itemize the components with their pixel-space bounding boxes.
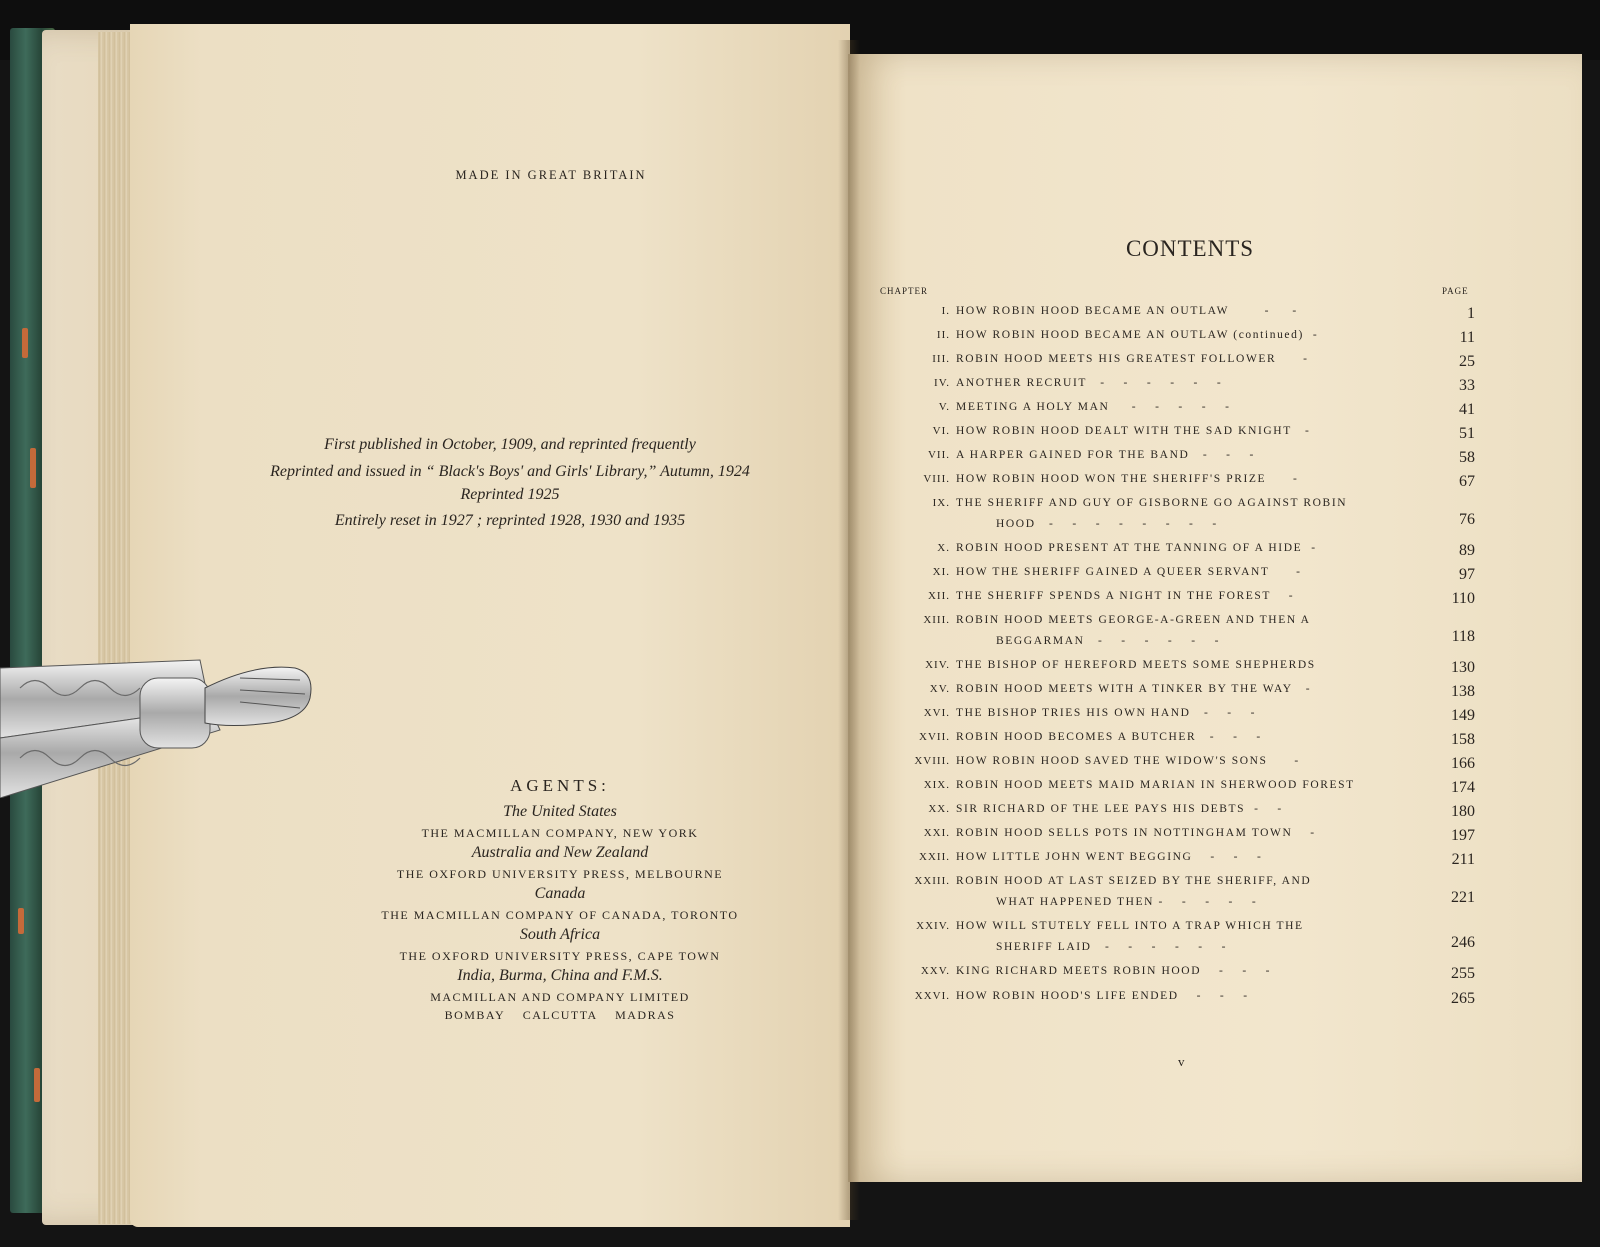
chapter-page: 58 <box>1459 449 1475 466</box>
chapter-page: 67 <box>1459 473 1475 490</box>
chapter-page: 25 <box>1459 353 1475 370</box>
toc-row <box>880 779 1475 799</box>
book-gutter <box>838 40 860 1220</box>
chapter-number: XVI. <box>923 707 950 719</box>
chapter-number: XXIII. <box>914 875 950 887</box>
toc-row <box>880 803 1475 823</box>
chapter-title: ROBIN HOOD AT LAST SEIZED BY THE SHERIFF, AND <box>956 875 1312 887</box>
chapter-number: V. <box>938 401 950 413</box>
chapter-title-continued: BEGGARMAN - - - - - - <box>996 635 1221 647</box>
chapter-number: XX. <box>928 803 950 815</box>
agent-region: The United States <box>503 803 617 820</box>
chapter-title: HOW ROBIN HOOD BECAME AN OUTLAW - - <box>956 305 1298 317</box>
agent-company: THE OXFORD UNIVERSITY PRESS, CAPE TOWN <box>399 949 721 963</box>
chapter-number: XXII. <box>919 851 950 863</box>
chapter-page: 97 <box>1459 566 1475 583</box>
chapter-title: HOW ROBIN HOOD WON THE SHERIFF'S PRIZE - <box>956 473 1299 485</box>
toc-row <box>880 755 1475 775</box>
chapter-title: ROBIN HOOD MEETS WITH A TINKER BY THE WAY - <box>956 683 1312 695</box>
toc-row <box>880 731 1475 751</box>
toc-row <box>880 659 1475 679</box>
chapter-title: ROBIN HOOD MEETS GEORGE-A-GREEN AND THEN A <box>956 614 1311 626</box>
chapter-page: 41 <box>1459 401 1475 418</box>
chapter-number: III. <box>932 353 950 365</box>
chapter-title: HOW ROBIN HOOD'S LIFE ENDED - - - <box>956 990 1249 1002</box>
agent-company: MACMILLAN AND COMPANY LIMITED <box>430 990 690 1004</box>
contents-title: CONTENTS <box>1125 236 1255 261</box>
chapter-title: THE BISHOP TRIES HIS OWN HAND - - - <box>956 707 1257 719</box>
chapter-number: XV. <box>929 683 950 695</box>
agent-region: South Africa <box>519 926 601 943</box>
chapter-title: ROBIN HOOD BECOMES A BUTCHER - - - <box>956 731 1262 743</box>
chapter-title: ROBIN HOOD MEETS HIS GREATEST FOLLOWER - <box>956 353 1309 365</box>
chapter-number: XIII. <box>923 614 950 626</box>
chapter-page: 89 <box>1459 542 1475 559</box>
chapter-title: HOW THE SHERIFF GAINED A QUEER SERVANT - <box>956 566 1302 578</box>
chapter-page: 138 <box>1451 683 1475 700</box>
chapter-title-continued: HOOD - - - - - - - - <box>996 518 1218 530</box>
agent-region: Australia and New Zealand <box>471 844 649 861</box>
chapter-page: 221 <box>1451 889 1475 906</box>
toc-row <box>880 614 1475 656</box>
toc-row <box>880 875 1475 917</box>
toc-row <box>880 449 1475 469</box>
made-in-label: MADE IN GREAT BRITAIN <box>455 168 647 182</box>
toc-row <box>880 425 1475 445</box>
toc-row <box>880 965 1475 985</box>
agent-company: THE MACMILLAN COMPANY, NEW YORK <box>421 826 699 840</box>
chapter-page: 197 <box>1451 827 1475 844</box>
chapter-page: 149 <box>1451 707 1475 724</box>
page-folio: v <box>1178 1054 1185 1069</box>
toc-row <box>880 377 1475 397</box>
toc-row <box>880 827 1475 847</box>
chapter-number: IX. <box>932 497 950 509</box>
chapter-column-label: CHAPTER <box>880 286 929 296</box>
chapter-title: MEETING A HOLY MAN - - - - - <box>956 401 1231 413</box>
toc-row <box>880 683 1475 703</box>
chapter-number: VII. <box>927 449 950 461</box>
chapter-number: XXI. <box>923 827 950 839</box>
toc-row <box>880 305 1475 325</box>
chapter-title: SIR RICHARD OF THE LEE PAYS HIS DEBTS - - <box>956 803 1283 815</box>
toc-row <box>880 401 1475 421</box>
chapter-page: 265 <box>1451 990 1475 1007</box>
chapter-title: A HARPER GAINED FOR THE BAND - - - <box>956 449 1255 461</box>
chapter-page: 211 <box>1451 851 1475 868</box>
chapter-number: XVIII. <box>914 755 950 767</box>
chapter-title: THE SHERIFF AND GUY OF GISBORNE GO AGAINST ROBIN <box>956 497 1348 509</box>
chapter-title: HOW ROBIN HOOD SAVED THE WIDOW'S SONS - <box>956 755 1300 767</box>
chapter-title: ROBIN HOOD PRESENT AT THE TANNING OF A HIDE - <box>956 542 1317 554</box>
agent-region: India, Burma, China and F.M.S. <box>457 967 663 984</box>
chapter-title: ROBIN HOOD SELLS POTS IN NOTTINGHAM TOWN - <box>956 827 1316 839</box>
chapter-title: HOW ROBIN HOOD DEALT WITH THE SAD KNIGHT - <box>956 425 1311 437</box>
chapter-page: 118 <box>1451 628 1475 645</box>
chapter-number: XVII. <box>919 731 950 743</box>
publication-line-3: Reprinted 1925 <box>460 486 560 503</box>
chapter-title-continued: WHAT HAPPENED THEN - - - - - <box>996 896 1258 908</box>
chapter-title-continued: SHERIFF LAID - - - - - - <box>996 941 1228 953</box>
chapter-number: XII. <box>927 590 950 602</box>
toc-row <box>880 542 1475 562</box>
chapter-page: 180 <box>1451 803 1475 820</box>
chapter-number: XI. <box>932 566 950 578</box>
publication-line-4: Entirely reset in 1927 ; reprinted 1928, 1930 and 1935 <box>334 512 686 529</box>
chapter-page: 110 <box>1451 590 1475 607</box>
publication-line-2: Reprinted and issued in “ Black's Boys' and Girls' Library,” Autumn, 1924 <box>270 463 750 480</box>
chapter-number: VIII. <box>923 473 950 485</box>
toc-row <box>880 566 1475 586</box>
chapter-page: 246 <box>1451 934 1475 951</box>
left-page <box>130 24 850 1227</box>
chapter-page: 51 <box>1459 425 1475 442</box>
toc-row <box>880 353 1475 373</box>
chapter-page: 11 <box>1459 329 1475 346</box>
chapter-title: HOW LITTLE JOHN WENT BEGGING - - - <box>956 851 1263 863</box>
chapter-number: XXIV. <box>916 920 950 932</box>
chapter-number: XXV. <box>920 965 950 977</box>
toc-row <box>880 990 1475 1010</box>
chapter-number: XXVI. <box>914 990 950 1002</box>
agent-company: THE OXFORD UNIVERSITY PRESS, MELBOURNE <box>396 867 724 881</box>
chapter-number: IV. <box>934 377 950 389</box>
chapter-page: 76 <box>1459 511 1475 528</box>
chapter-page: 174 <box>1451 779 1475 796</box>
toc-row <box>880 497 1475 539</box>
chapter-page: 130 <box>1451 659 1475 676</box>
agent-cities: BOMBAY CALCUTTA MADRAS <box>444 1008 676 1022</box>
agents-title: AGENTS: <box>510 776 610 795</box>
chapter-title: HOW WILL STUTELY FELL INTO A TRAP WHICH THE <box>956 920 1304 932</box>
chapter-number: I. <box>941 305 950 317</box>
chapter-page: 255 <box>1451 965 1475 982</box>
chapter-title: HOW ROBIN HOOD BECAME AN OUTLAW (continued) - <box>956 329 1319 341</box>
publication-line-1: First published in October, 1909, and reprinted frequently <box>324 436 696 453</box>
page-edges <box>98 32 134 1224</box>
page-column-label: PAGE <box>1442 286 1469 296</box>
chapter-title: ANOTHER RECRUIT - - - - - - <box>956 377 1223 389</box>
toc-row <box>880 707 1475 727</box>
toc-row <box>880 590 1475 610</box>
bookmark-clip <box>0 658 330 798</box>
agent-region: Canada <box>534 885 586 902</box>
chapter-page: 33 <box>1459 377 1475 394</box>
chapter-number: XIV. <box>925 659 950 671</box>
chapter-page: 158 <box>1451 731 1475 748</box>
chapter-number: XIX. <box>923 779 950 791</box>
agent-company: THE MACMILLAN COMPANY OF CANADA, TORONTO <box>381 908 739 922</box>
chapter-title: THE SHERIFF SPENDS A NIGHT IN THE FOREST - <box>956 590 1295 602</box>
chapter-title: THE BISHOP OF HEREFORD MEETS SOME SHEPHERDS <box>956 659 1316 671</box>
chapter-number: II. <box>936 329 950 341</box>
toc-row <box>880 473 1475 493</box>
toc-row <box>880 920 1475 962</box>
toc-row <box>880 329 1475 349</box>
chapter-page: 1 <box>1467 305 1475 322</box>
chapter-title: KING RICHARD MEETS ROBIN HOOD - - - <box>956 965 1272 977</box>
chapter-title: ROBIN HOOD MEETS MAID MARIAN IN SHERWOOD FOREST <box>956 779 1355 791</box>
chapter-page: 166 <box>1451 755 1475 772</box>
chapter-number: X. <box>937 542 950 554</box>
chapter-number: VI. <box>932 425 950 437</box>
toc-row <box>880 851 1475 871</box>
